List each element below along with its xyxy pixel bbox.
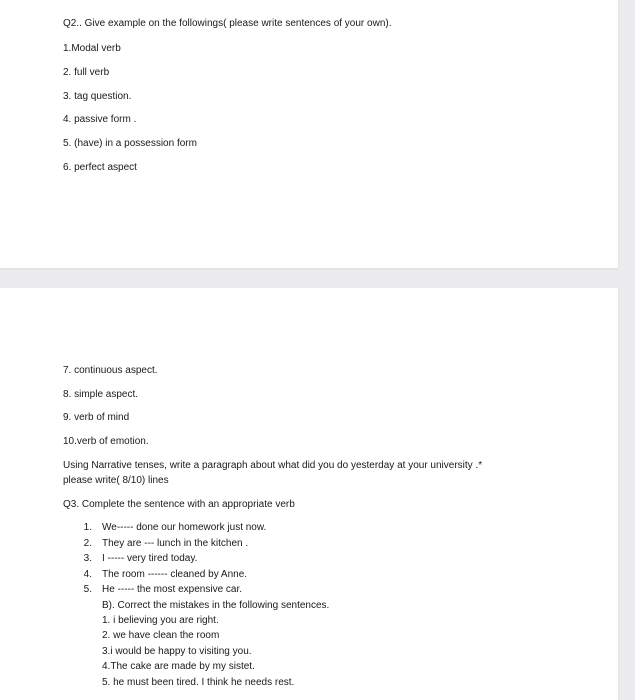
q3-item-number: 3. xyxy=(83,553,92,564)
b-item: 2. we have clean the room xyxy=(102,630,220,641)
q3-item-number: 4. xyxy=(83,569,92,580)
narrative-instruction: Using Narrative tenses, write a paragraph about what did you do yesterday at your university .* xyxy=(63,460,483,471)
document-page-1 xyxy=(0,0,618,268)
q2-item: 8. simple aspect. xyxy=(63,389,139,400)
q2-item: 1.Modal verb xyxy=(63,43,121,54)
q3-heading: Q3. Complete the sentence with an appropriate verb xyxy=(63,499,295,510)
q2-item: 6. perfect aspect xyxy=(63,162,137,173)
q2-item: 4. passive form . xyxy=(63,114,137,125)
q3-item-number: 2. xyxy=(83,538,92,549)
q2-item: 10.verb of emotion. xyxy=(63,436,149,447)
b-item: 3.i would be happy to visiting you. xyxy=(102,646,252,657)
q2-heading: Q2.. Give example on the followings( please write sentences of your own). xyxy=(63,18,392,29)
q3-item-text: We----- done our homework just now. xyxy=(102,522,267,533)
q2-item: 2. full verb xyxy=(63,67,110,78)
b-item: 4.The cake are made by my sistet. xyxy=(102,661,255,672)
q2-item: 9. verb of mind xyxy=(63,412,130,423)
narrative-instruction-lines: please write( 8/10) lines xyxy=(63,475,169,486)
q3-item-number: 5. xyxy=(83,584,92,595)
q3-item-text: He ----- the most expensive car. xyxy=(102,584,243,595)
q3-item-number: 1. xyxy=(83,522,92,533)
q3-item-text: I ----- very tired today. xyxy=(102,553,198,564)
q3-item-text: They are --- lunch in the kitchen . xyxy=(102,538,249,549)
document-page-2 xyxy=(0,288,618,700)
q2-item: 7. continuous aspect. xyxy=(63,365,158,376)
q2-item: 5. (have) in a possession form xyxy=(63,138,197,149)
b-heading: B). Correct the mistakes in the following sentences. xyxy=(102,600,330,611)
b-item: 1. i believing you are right. xyxy=(102,615,219,626)
q3-item-text: The room ------ cleaned by Anne. xyxy=(102,569,248,580)
b-item: 5. he must been tired. I think he needs rest. xyxy=(102,677,295,688)
q2-item: 3. tag question. xyxy=(63,91,132,102)
